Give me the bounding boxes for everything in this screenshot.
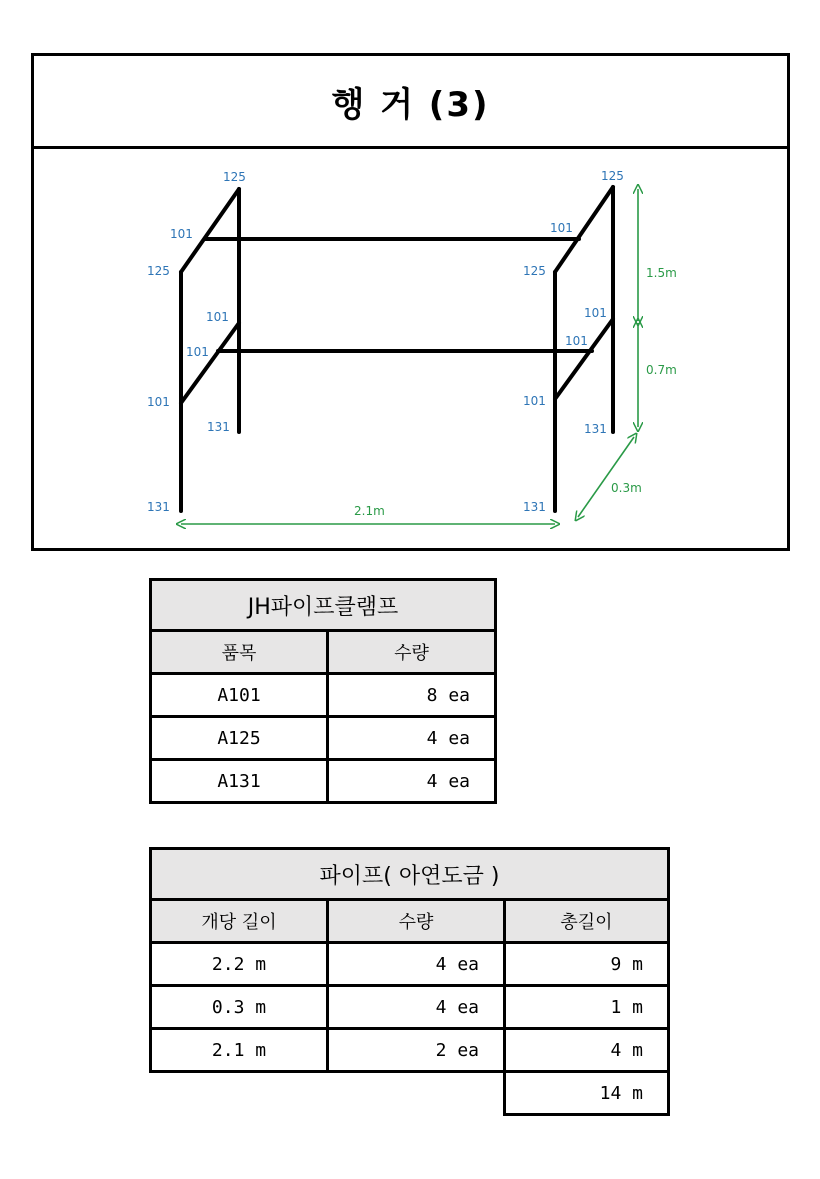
label-right-131-back: 131 xyxy=(584,422,607,436)
label-left-125-top: 125 xyxy=(223,170,246,184)
dim-depth: 0.3m xyxy=(611,481,642,495)
clamp-table-title: JH파이프클램프 xyxy=(151,580,496,631)
right-lower-brace xyxy=(555,319,613,399)
label-right-101-rail: 101 xyxy=(565,334,588,348)
table-row xyxy=(151,986,669,1029)
dim-width: 2.1m xyxy=(354,504,385,518)
table-row xyxy=(151,1029,669,1072)
page-title: 행 거 (3) xyxy=(34,56,787,149)
hanger-diagram xyxy=(34,149,787,548)
pipe-header-length: 개당 길이 xyxy=(151,900,328,943)
label-right-131-front: 131 xyxy=(523,500,546,514)
label-left-125-front: 125 xyxy=(147,264,170,278)
label-right-125-top: 125 xyxy=(601,169,624,183)
left-lower-brace xyxy=(181,323,239,403)
table-row xyxy=(151,717,496,760)
pipe-total: 9 m xyxy=(505,943,669,986)
pipe-table xyxy=(149,847,670,1116)
pipe-length: 2.2 m xyxy=(151,943,328,986)
clamp-table xyxy=(149,578,497,804)
pipe-total: 4 m xyxy=(505,1029,669,1072)
dim-lower-height: 0.7m xyxy=(646,363,677,377)
label-right-125-front: 125 xyxy=(523,264,546,278)
drawing-frame xyxy=(31,53,790,551)
label-left-101-rail: 101 xyxy=(186,345,209,359)
table-row xyxy=(151,674,496,717)
pipe-qty: 2 ea xyxy=(328,1029,505,1072)
clamp-qty: 8 ea xyxy=(328,674,496,717)
pipe-total: 1 m xyxy=(505,986,669,1029)
dim-arrow-depth xyxy=(578,437,634,517)
label-left-101-front: 101 xyxy=(147,395,170,409)
frame-pipes xyxy=(181,187,613,511)
clamp-qty: 4 ea xyxy=(328,760,496,803)
label-left-131-front: 131 xyxy=(147,500,170,514)
label-left-131-back: 131 xyxy=(207,420,230,434)
pipe-length: 2.1 m xyxy=(151,1029,328,1072)
label-left-101-back: 101 xyxy=(206,310,229,324)
clamp-qty: 4 ea xyxy=(328,717,496,760)
dim-upper-height: 1.5m xyxy=(646,266,677,280)
pipe-header-total: 총길이 xyxy=(505,900,669,943)
pipe-header-qty: 수량 xyxy=(328,900,505,943)
clamp-item: A131 xyxy=(151,760,328,803)
label-right-101-back: 101 xyxy=(584,306,607,320)
clamp-header-qty: 수량 xyxy=(328,631,496,674)
table-row xyxy=(151,943,669,986)
label-right-101-front: 101 xyxy=(523,394,546,408)
label-right-101-upper: 101 xyxy=(550,221,573,235)
table-row xyxy=(151,760,496,803)
label-left-101-upper: 101 xyxy=(170,227,193,241)
pipe-qty: 4 ea xyxy=(328,986,505,1029)
pipe-table-title: 파이프( 아연도금 ) xyxy=(151,849,669,900)
pipe-length: 0.3 m xyxy=(151,986,328,1029)
table-row xyxy=(151,1072,669,1115)
clamp-item: A125 xyxy=(151,717,328,760)
pipe-grand-total: 14 m xyxy=(505,1072,669,1115)
pipe-qty: 4 ea xyxy=(328,943,505,986)
clamp-item: A101 xyxy=(151,674,328,717)
clamp-header-item: 품목 xyxy=(151,631,328,674)
